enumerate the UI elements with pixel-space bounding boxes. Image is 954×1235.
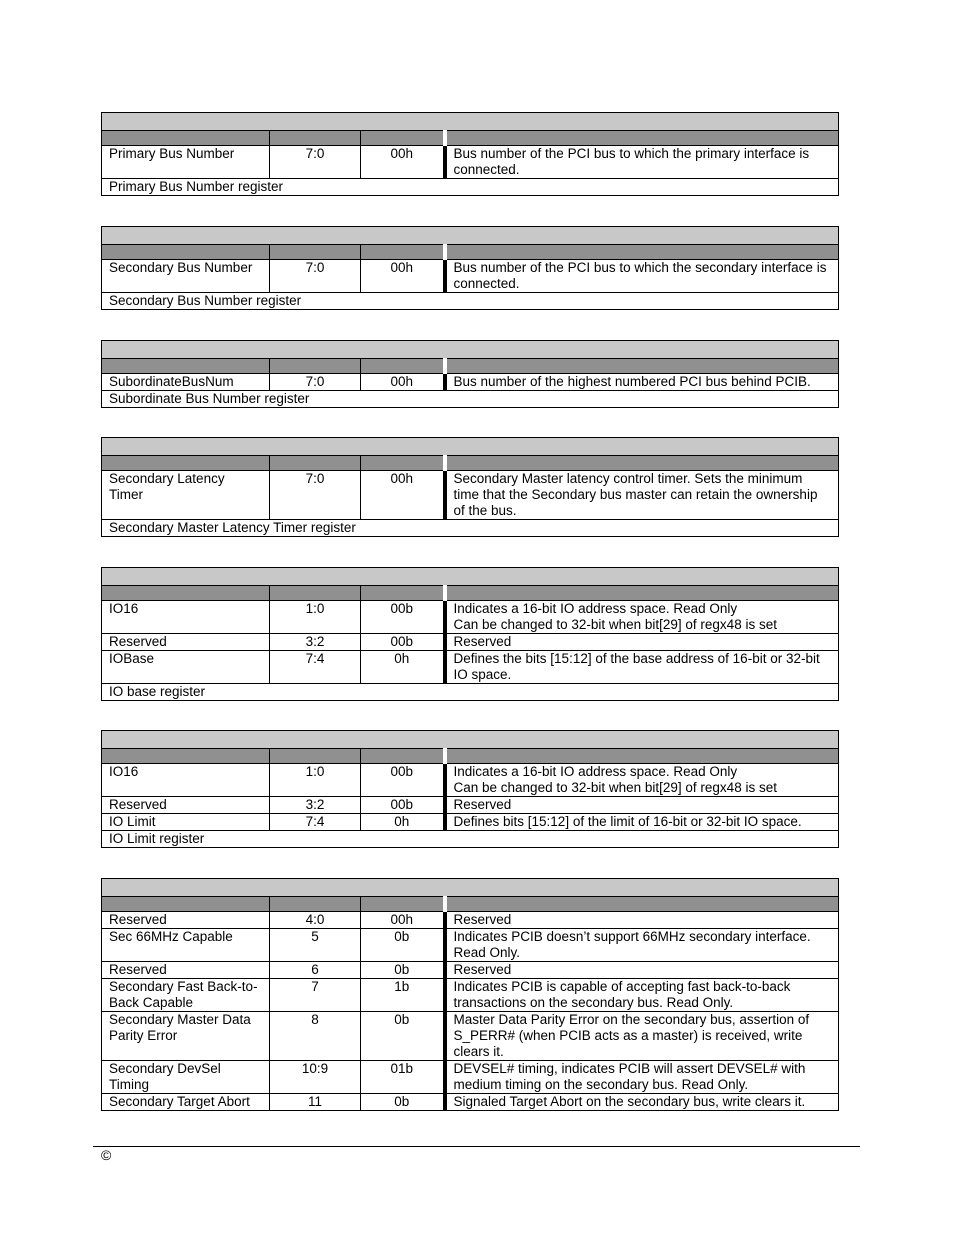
field-description [445, 146, 839, 179]
register-column-header [102, 245, 839, 260]
field-bits: 7:0 [270, 374, 361, 391]
field-default: 0b [361, 1012, 445, 1061]
field-name: IO16 [102, 601, 270, 634]
register-caption: IO Limit register [102, 831, 839, 848]
register-field-row [102, 634, 839, 651]
field-name: IO16 [102, 764, 270, 797]
register-table-subordinate-bus-number [101, 340, 839, 408]
field-name: Secondary Target Abort [102, 1094, 270, 1111]
register-title-bar [102, 438, 839, 456]
description-line: Reserved [453, 797, 512, 812]
register-caption: Subordinate Bus Number register [102, 391, 839, 408]
register-column-header [102, 586, 839, 601]
field-default: 00h [361, 146, 445, 179]
field-description [445, 651, 839, 684]
register-title-bar [102, 568, 839, 586]
description-line: Can be changed to 32-bit when bit[29] of regx48 is set [453, 780, 777, 795]
field-description [445, 929, 839, 962]
field-bits: 11 [270, 1094, 361, 1111]
field-name: Secondary Latency Timer [102, 471, 270, 520]
register-field-row [102, 912, 839, 929]
field-default: 01b [361, 1061, 445, 1094]
description-line: Master Data Parity Error on the secondary bus, assertion of S_PERR# (when PCIB acts as a master) is received, write clears it. [453, 1012, 810, 1059]
field-name: Reserved [102, 912, 270, 929]
description-line: Signaled Target Abort on the secondary bus, write clears it. [453, 1094, 806, 1109]
field-bits: 1:0 [270, 601, 361, 634]
field-default: 00b [361, 601, 445, 634]
description-line: Bus number of the PCI bus to which the primary interface is connected. [453, 146, 810, 177]
field-name: Primary Bus Number [102, 146, 270, 179]
field-default: 0b [361, 1094, 445, 1111]
register-table-secondary-status [101, 878, 839, 1111]
register-field-row [102, 929, 839, 962]
register-field-row [102, 146, 839, 179]
field-default: 00h [361, 260, 445, 293]
description-line: Can be changed to 32-bit when bit[29] of regx48 is set [453, 617, 777, 632]
copyright-symbol: © [101, 1147, 112, 1163]
field-description [445, 634, 839, 651]
register-field-row [102, 374, 839, 391]
description-line: Indicates PCIB is capable of accepting fast back-to-back transactions on the secondary bus. Read Only. [453, 979, 791, 1010]
field-description [445, 797, 839, 814]
field-default: 00b [361, 797, 445, 814]
field-description [445, 764, 839, 797]
field-bits: 4:0 [270, 912, 361, 929]
register-footer-row [102, 293, 839, 310]
field-name: Secondary Fast Back-to-Back Capable [102, 979, 270, 1012]
register-table-secondary-bus-number [101, 226, 839, 310]
footer-rule [93, 1146, 860, 1147]
register-field-row [102, 979, 839, 1012]
field-bits: 8 [270, 1012, 361, 1061]
register-caption: Primary Bus Number register [102, 179, 839, 196]
register-column-header [102, 359, 839, 374]
description-line: Indicates a 16-bit IO address space. Read Only [453, 601, 738, 616]
register-field-row [102, 1061, 839, 1094]
field-bits: 5 [270, 929, 361, 962]
field-default: 00b [361, 634, 445, 651]
field-default: 00h [361, 912, 445, 929]
field-description [445, 260, 839, 293]
field-description [445, 1061, 839, 1094]
field-bits: 7:4 [270, 651, 361, 684]
register-footer-row [102, 520, 839, 537]
field-bits: 7:0 [270, 260, 361, 293]
field-description [445, 1012, 839, 1061]
field-bits: 7:0 [270, 471, 361, 520]
field-bits: 3:2 [270, 634, 361, 651]
register-footer-row [102, 831, 839, 848]
description-line: DEVSEL# timing, indicates PCIB will assert DEVSEL# with medium timing on the secondary bus. Read Only. [453, 1061, 806, 1092]
field-name: Reserved [102, 797, 270, 814]
field-default: 00h [361, 471, 445, 520]
field-description [445, 979, 839, 1012]
field-default: 0h [361, 814, 445, 831]
register-caption: IO base register [102, 684, 839, 701]
field-name: Secondary Master Data Parity Error [102, 1012, 270, 1061]
field-bits: 10:9 [270, 1061, 361, 1094]
field-bits: 7:4 [270, 814, 361, 831]
register-caption: Secondary Master Latency Timer register [102, 520, 839, 537]
field-name: Reserved [102, 634, 270, 651]
field-bits: 7 [270, 979, 361, 1012]
field-description [445, 1094, 839, 1111]
field-default: 00h [361, 374, 445, 391]
register-column-header [102, 456, 839, 471]
register-field-row [102, 1012, 839, 1061]
register-caption: Secondary Bus Number register [102, 293, 839, 310]
field-bits: 3:2 [270, 797, 361, 814]
register-field-row [102, 1094, 839, 1111]
register-table-io-base [101, 567, 839, 701]
register-field-row [102, 471, 839, 520]
register-title-bar [102, 227, 839, 245]
register-title-bar [102, 113, 839, 131]
register-field-row [102, 814, 839, 831]
register-column-header [102, 131, 839, 146]
field-description [445, 814, 839, 831]
register-field-row [102, 260, 839, 293]
field-description [445, 374, 839, 391]
field-description [445, 962, 839, 979]
description-line: Reserved [453, 634, 512, 649]
description-line: Reserved [453, 912, 512, 927]
field-bits: 6 [270, 962, 361, 979]
description-line: Bus number of the highest numbered PCI bus behind PCIB. [453, 374, 811, 389]
field-description [445, 471, 839, 520]
description-line: Secondary Master latency control timer. Sets the minimum time that the Secondary bus master can retain the ownership of the bus. [453, 471, 818, 518]
register-column-header [102, 897, 839, 912]
description-line: Reserved [453, 962, 512, 977]
register-field-row [102, 651, 839, 684]
field-name: Secondary Bus Number [102, 260, 270, 293]
field-bits: 1:0 [270, 764, 361, 797]
register-field-row [102, 764, 839, 797]
field-default: 0h [361, 651, 445, 684]
description-line: Defines bits [15:12] of the limit of 16-bit or 32-bit IO space. [453, 814, 802, 829]
field-name: SubordinateBusNum [102, 374, 270, 391]
register-title-bar [102, 731, 839, 749]
field-default: 0b [361, 929, 445, 962]
register-field-row [102, 797, 839, 814]
register-field-row [102, 601, 839, 634]
register-column-header [102, 749, 839, 764]
field-bits: 7:0 [270, 146, 361, 179]
register-table-primary-bus-number [101, 112, 839, 196]
register-title-bar [102, 879, 839, 897]
description-line: Defines the bits [15:12] of the base address of 16-bit or 32-bit IO space. [453, 651, 820, 682]
register-footer-row [102, 391, 839, 408]
field-name: Reserved [102, 962, 270, 979]
field-description [445, 912, 839, 929]
field-name: IOBase [102, 651, 270, 684]
field-description [445, 601, 839, 634]
field-name: Sec 66MHz Capable [102, 929, 270, 962]
field-default: 1b [361, 979, 445, 1012]
description-line: Indicates a 16-bit IO address space. Read Only [453, 764, 738, 779]
register-field-row [102, 962, 839, 979]
register-footer-row [102, 179, 839, 196]
register-table-io-limit [101, 730, 839, 848]
field-name: Secondary DevSel Timing [102, 1061, 270, 1094]
register-title-bar [102, 341, 839, 359]
description-line: Indicates PCIB doesn’t support 66MHz secondary interface. Read Only. [453, 929, 811, 960]
description-line: Bus number of the PCI bus to which the secondary interface is connected. [453, 260, 827, 291]
register-table-secondary-latency-timer [101, 437, 839, 537]
field-default: 00b [361, 764, 445, 797]
field-default: 0b [361, 962, 445, 979]
register-footer-row [102, 684, 839, 701]
field-name: IO Limit [102, 814, 270, 831]
